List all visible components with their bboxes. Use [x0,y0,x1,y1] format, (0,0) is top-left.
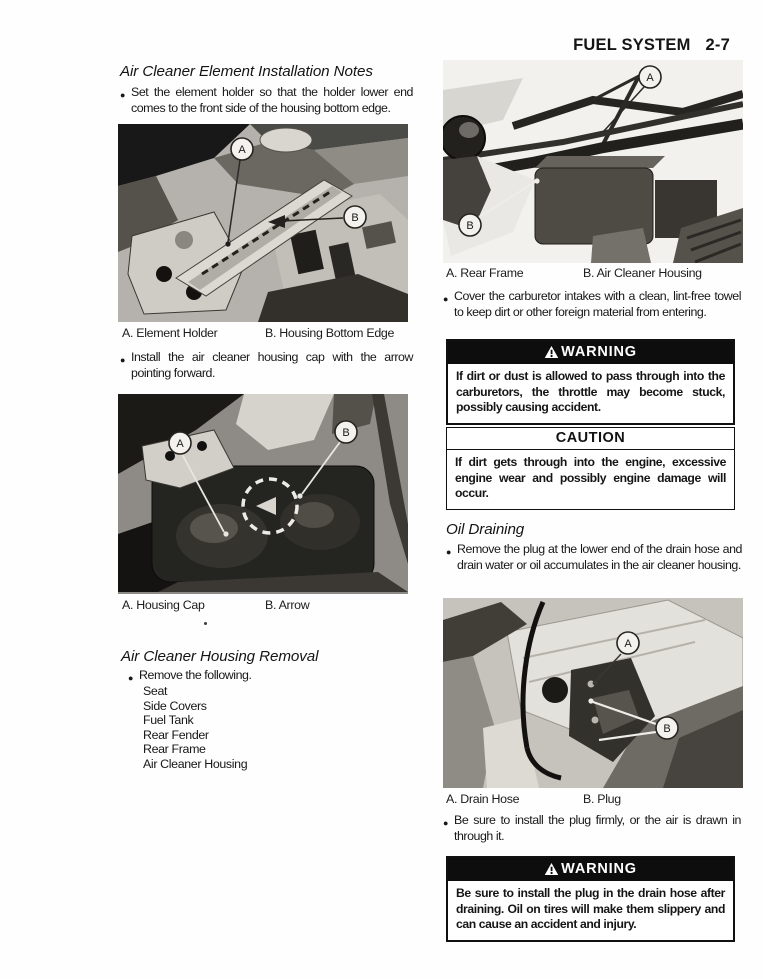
heading-housing-removal: Air Cleaner Housing Removal [121,648,319,665]
step-text: Be sure to install the plug firmly, or the air is drawn in through it. [454,813,741,843]
warning-triangle-icon [544,862,559,876]
heading-oil-draining: Oil Draining [446,521,525,538]
caption-plug: B. Plug [583,792,621,806]
photo-drain-hose-image [443,598,743,788]
callout-b-label: B [342,427,350,439]
caution-box-engine [446,427,735,510]
page-number: 2-7 [705,36,730,54]
photo-element-holder [118,124,408,322]
callout-b-label: B [663,723,671,735]
bullet-icon: ● [443,817,449,828]
photo2-captions [122,598,408,612]
callout-a-label: A [646,72,654,84]
caption-element-holder: A. Element Holder [122,326,218,340]
warning-box-carburetor [446,339,735,425]
list-item: Air Cleaner Housing [143,756,248,771]
warning-triangle-icon [544,345,559,359]
photo-element-holder-image [118,124,408,322]
callout-a-label: A [238,144,246,156]
photo4-captions [446,792,742,806]
warning-text: Be sure to install the plug in the drain hose after draining. Oil on tires will make them slippery and can cause an accident and injury. [456,886,725,931]
caption-housing-bottom-edge: B. Housing Bottom Edge [265,326,395,340]
bullet-icon: ● [120,89,126,100]
callout-b-label: B [466,220,474,232]
warning-title: WARNING [561,344,637,360]
bullet-icon: ● [120,354,126,365]
list-item: Side Covers [143,698,207,713]
bullet-icon: ● [443,293,449,304]
list-item: Fuel Tank [143,713,194,728]
caption-drain-hose: A. Drain Hose [446,792,520,806]
warning-header [448,858,733,881]
list-item: Rear Frame [143,742,206,757]
step-text: Cover the carburetor intakes with a clean, lint-free towel to keep dirt or other foreign material from entering. [454,289,741,319]
page-header [470,36,730,55]
caption-housing-cap: A. Housing Cap [122,598,205,612]
photo1-captions [122,326,408,340]
step-text: Install the air cleaner housing cap with the arrow pointing forward. [131,350,413,380]
caution-header: CAUTION [447,428,734,450]
callout-a-label: A [176,438,184,450]
step-remove-following [128,667,408,686]
step-remove-drain-plug [446,541,742,573]
list-item: Seat [143,684,168,698]
caption-arrow: B. Arrow [265,598,310,612]
warning-header [448,341,733,364]
list-item: Rear Fender [143,727,209,742]
warning-text: If dirt or dust is allowed to pass through into the carburetors, the throttle may become stuck, possibly causing accident. [456,369,725,414]
caution-text: If dirt gets through into the engine, excessive engine wear and possibly engine damage will occur. [455,455,726,500]
callout-b-label: B [351,212,359,224]
photo-housing-cap [118,394,408,594]
photo-drain-hose [443,598,743,788]
step-text: Remove the plug at the lower end of the drain hose and drain water or oil accumulates in the air cleaner housing. [457,542,742,572]
caption-rear-frame: A. Rear Frame [446,266,524,280]
removal-items-list [143,684,403,772]
warning-title: WARNING [561,861,637,877]
step-install-housing-cap [120,349,413,381]
caption-air-cleaner-housing: B. Air Cleaner Housing [583,266,702,280]
bullet-icon: ● [446,546,452,557]
scan-artifact-dot [204,622,207,625]
warning-box-drain-plug [446,856,735,942]
step-install-plug-firmly [443,812,741,844]
callout-a-label: A [624,638,632,650]
photo-housing-cap-image [118,394,408,594]
bullet-icon: ● [128,672,134,683]
section-title: FUEL SYSTEM [573,36,691,54]
heading-element-installation: Air Cleaner Element Installation Notes [120,63,373,80]
step-text: Remove the following. [139,668,252,682]
photo3-captions [446,266,742,280]
photo-rear-frame-image [443,60,743,263]
step-set-element-holder [120,84,413,116]
step-text: Set the element holder so that the holder lower end comes to the front side of the housing bottom edge. [131,85,413,115]
step-cover-carburetor-intakes [443,288,741,320]
photo-rear-frame [443,60,743,263]
